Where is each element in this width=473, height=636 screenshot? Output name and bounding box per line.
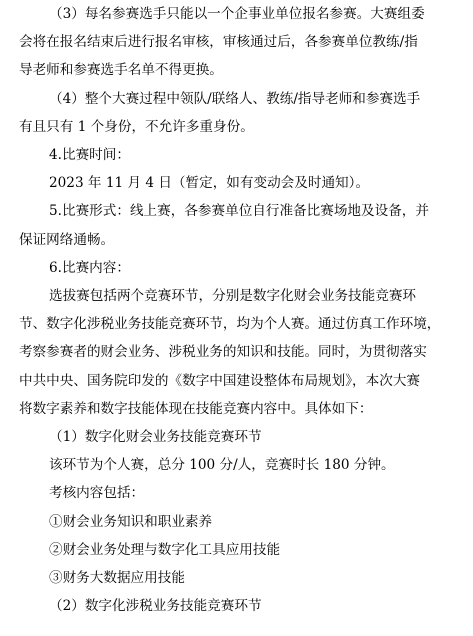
content-paragraph-line-3: 考察参赛者的财会业务、涉税业务的知识和技能。同时，为贯彻落实 bbox=[19, 344, 427, 361]
clause-3-line-1: （3）每名参赛选手只能以一个企事业单位报名参赛。大赛组委 bbox=[49, 6, 425, 22]
section-4-heading: 4.比赛时间： bbox=[49, 147, 130, 163]
clause-3-line-3: 导老师和参赛选手名单不得更换。 bbox=[19, 62, 223, 79]
section-5-line-2: 保证网络通畅。 bbox=[19, 231, 115, 248]
section-5-line-1: 5.比赛形式：线上赛，各参赛单位自行准备比赛场地及设备，并 bbox=[49, 203, 429, 220]
competition-date: 2023 年 11 月 4 日（暂定，如有变动会及时通知）。 bbox=[49, 175, 370, 192]
clause-4-line-1: （4）整个大赛过程中领队/联络人、教练/指导老师和参赛选手 bbox=[49, 90, 421, 107]
content-paragraph-line-2: 节、数字化涉税业务技能竞赛环节，均为个人赛。通过仿真工作环境， bbox=[19, 316, 441, 333]
content-paragraph-line-4: 中共中央、国务院印发的《数字中国建设整体布局规划》，本次大赛 bbox=[19, 372, 421, 389]
clause-4-line-2: 有且只有 1 个身份，不允许多重身份。 bbox=[19, 118, 254, 135]
assessment-item-3: ③财务大数据应用技能 bbox=[49, 570, 185, 586]
section-6-heading: 6.比赛内容： bbox=[49, 259, 130, 276]
assessment-item-1: ①财会业务知识和职业素养 bbox=[49, 513, 213, 530]
content-paragraph-line-1: 选拔赛包括两个竞赛环节，分别是数字化财会业务技能竞赛环 bbox=[49, 288, 417, 304]
assessment-heading: 考核内容包括： bbox=[49, 485, 145, 502]
stage-1-heading: （1）数字化财会业务技能竞赛环节 bbox=[49, 429, 262, 445]
assessment-item-2: ②财会业务处理与数字化工具应用技能 bbox=[49, 541, 281, 558]
stage-2-heading: （2）数字化涉税业务技能竞赛环节 bbox=[49, 598, 262, 615]
content-paragraph-line-5: 将数字素养和数字技能体现在技能竞赛内容中。具体如下： bbox=[19, 400, 373, 417]
stage-1-scoring: 该环节为个人赛，总分 100 分/人，竞赛时长 180 分钟。 bbox=[49, 457, 395, 474]
clause-3-line-2: 会将在报名结束后进行报名审核，审核通过后，各参赛单位教练/指 bbox=[19, 34, 418, 51]
